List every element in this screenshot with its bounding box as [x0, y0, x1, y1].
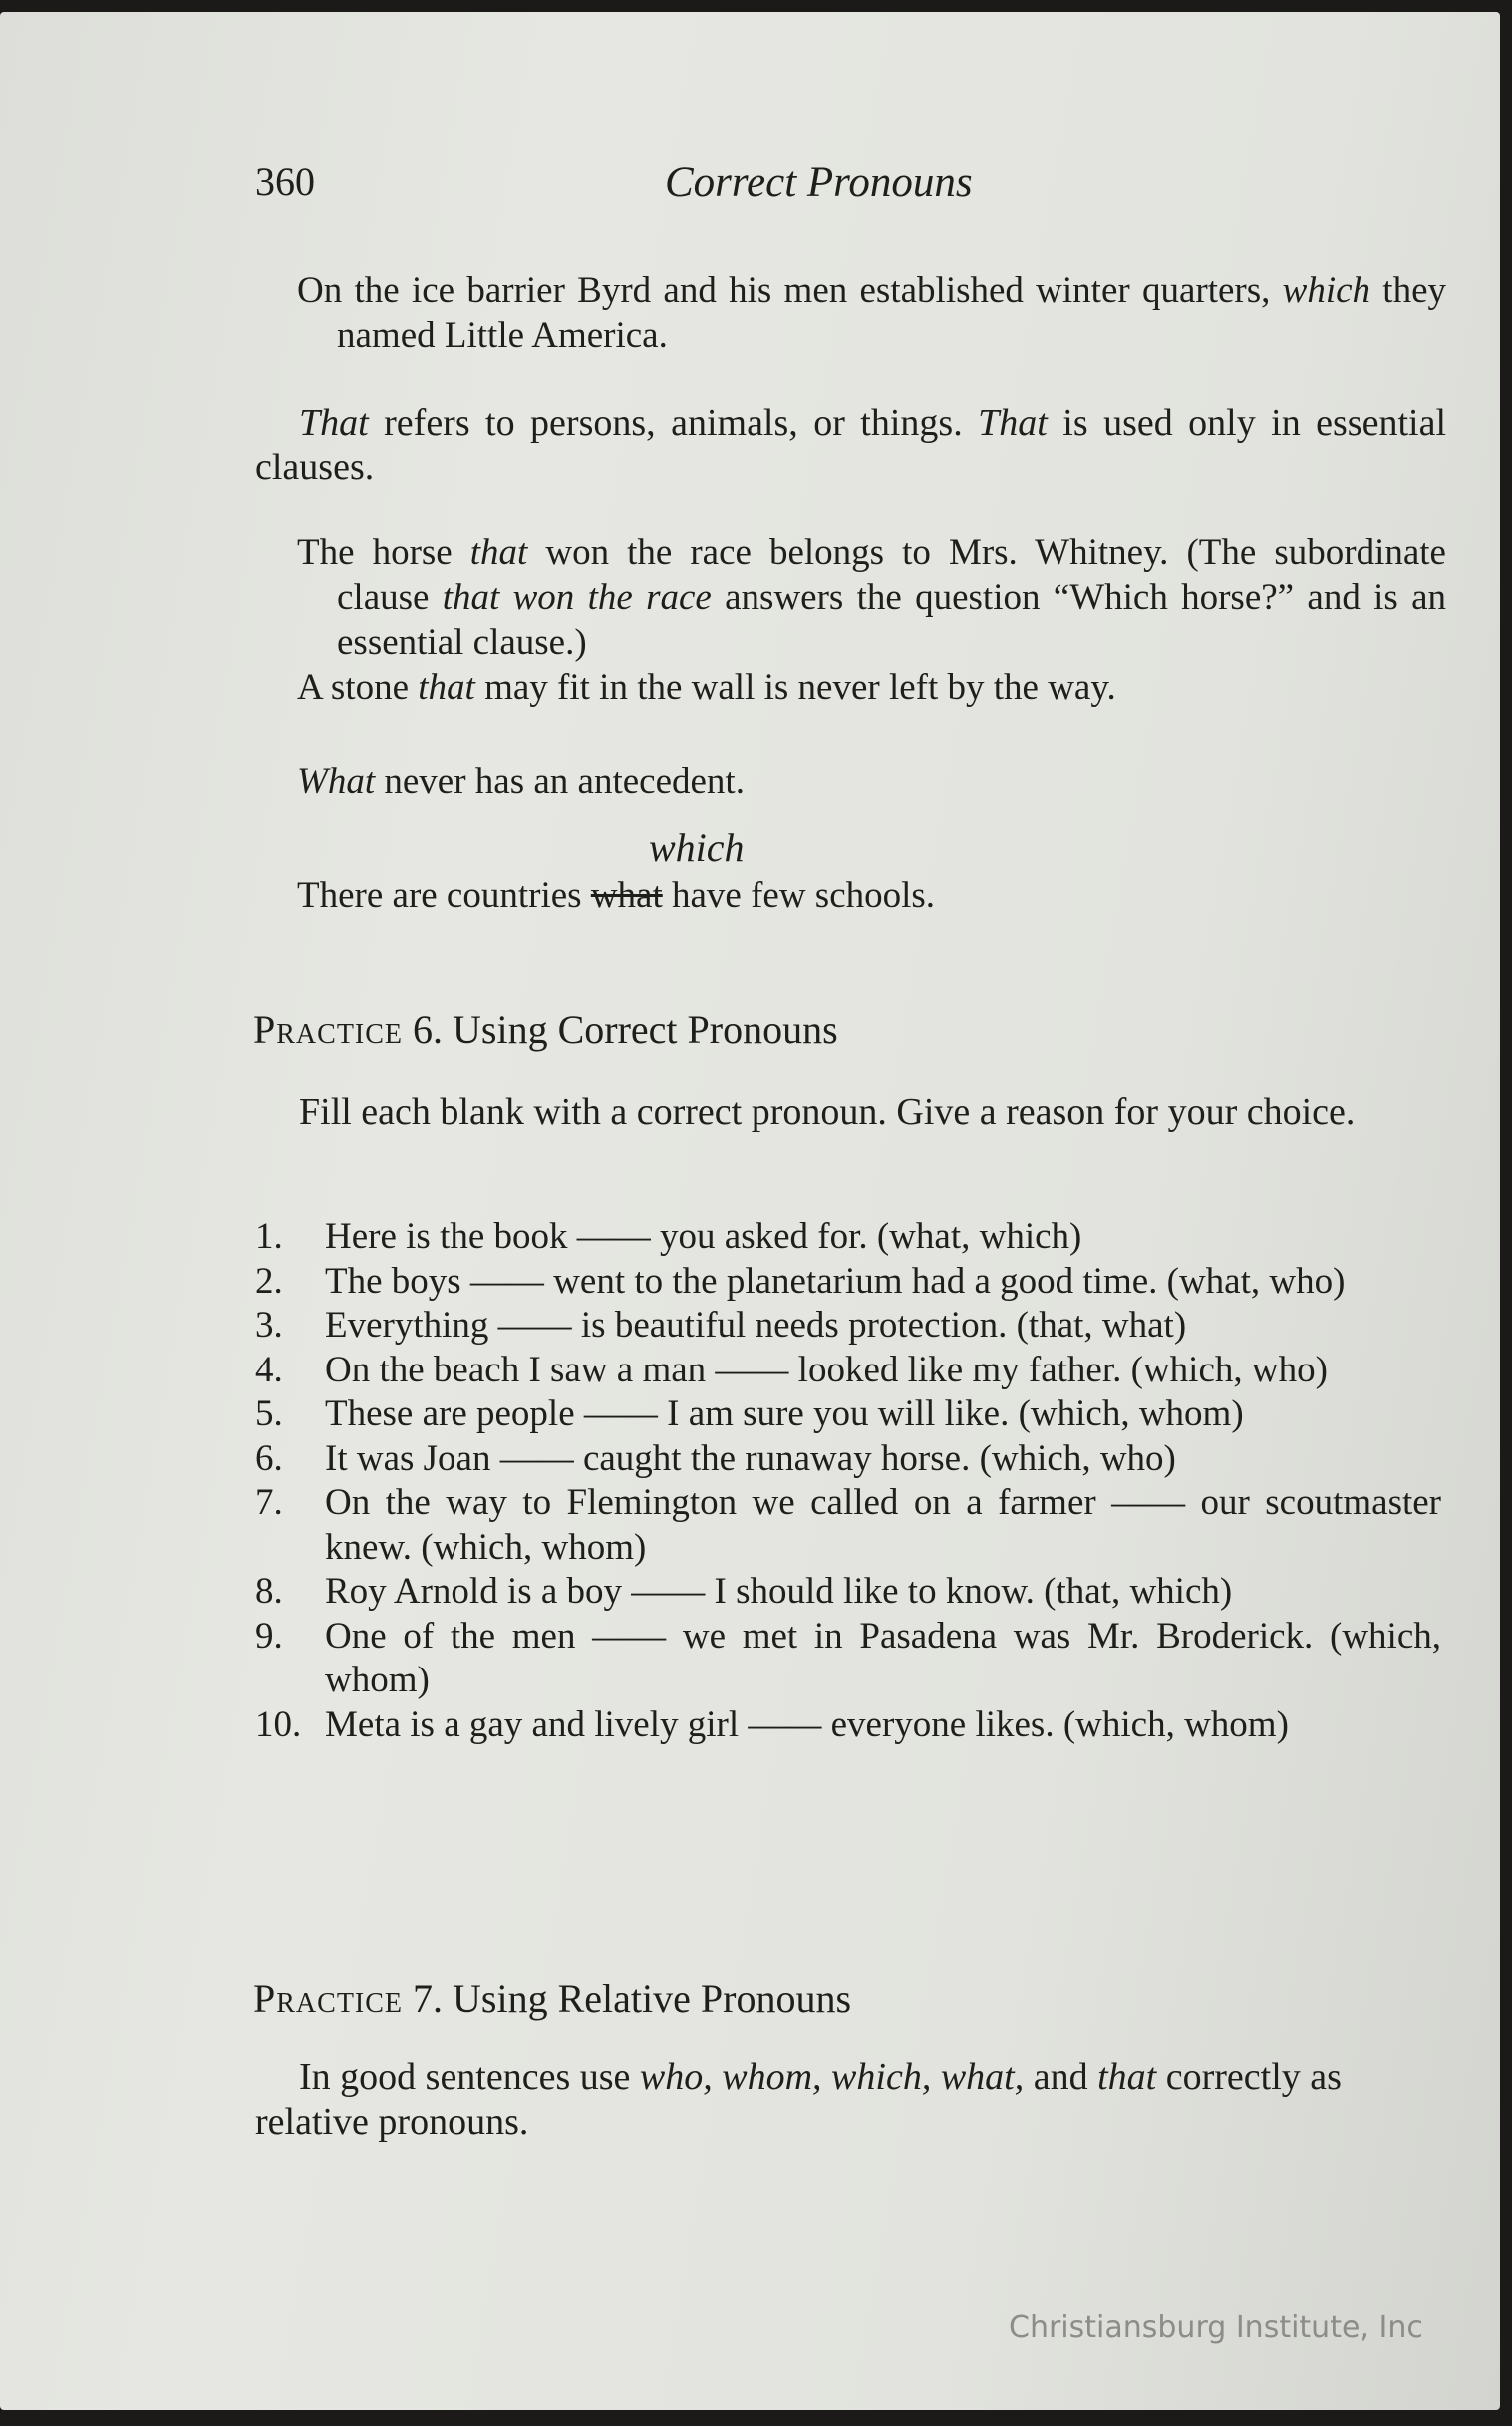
what-example: There are countries what have few schools.	[297, 875, 936, 916]
practice-7-heading: Practice 7. Using Relative Pronouns	[253, 1976, 852, 2021]
running-title: Correct Pronouns	[665, 159, 973, 206]
book-page	[0, 12, 1500, 2410]
practice-7-instructions: In good sentences use who, whom, which, what, and that correctly as relative pronouns.	[255, 2056, 1342, 2143]
practice-6-heading: Practice 6. Using Correct Pronouns	[253, 1007, 838, 1052]
which-example: On the ice barrier Byrd and his men established winter quarters, which they named Little America.	[297, 270, 1446, 356]
list-item: 5. These are people —— I am sure you will like. (which, whom)	[255, 1393, 1244, 1434]
list-item: 6. It was Joan —— caught the runaway horse. (which, who)	[255, 1437, 1176, 1479]
list-item: 7. On the way to Flemington we called on a farmer —— our scoutmaster knew. (which, whom)	[255, 1482, 1441, 1568]
practice-6-list	[255, 1215, 1441, 1747]
what-rule: What never has an antecedent.	[297, 761, 745, 802]
list-item: 4. On the beach I saw a man —— looked like my father. (which, who)	[255, 1349, 1328, 1390]
list-item: 3. Everything —— is beautiful needs protection. (that, what)	[255, 1305, 1187, 1346]
that-examples	[297, 530, 1446, 710]
watermark: Christiansburg Institute, Inc	[1009, 2310, 1423, 2345]
running-header	[0, 158, 1500, 218]
that-example-1: The horse that won the race belongs to Mrs. Whitney. (The subordinate clause that won the race answers the question “Which horse?” and is an essential clause.)	[297, 532, 1447, 663]
list-item: 8. Roy Arnold is a boy —— I should like to know. (that, which)	[255, 1571, 1233, 1612]
list-item: 2. The boys —— went to the planetarium had a good time. (what, who)	[255, 1260, 1346, 1302]
handwritten-correction: which	[649, 825, 745, 870]
list-item: 9. One of the men —— we met in Pasadena was Mr. Broderick. (which, whom)	[255, 1615, 1441, 1700]
that-example-2: A stone that may fit in the wall is never left by the way.	[297, 667, 1116, 708]
page-number: 360	[255, 159, 315, 204]
list-item: 1. Here is the book —— you asked for. (what, which)	[255, 1216, 1082, 1257]
struck-word: what	[590, 875, 663, 916]
practice-6-instructions: Fill each blank with a correct pronoun. Give a reason for your choice.	[299, 1091, 1356, 1133]
that-rule: That refers to persons, animals, or things. That is used only in essential clauses.	[255, 402, 1447, 488]
list-item: 10. Meta is a gay and lively girl —— everyone likes. (which, whom)	[255, 1703, 1289, 1745]
